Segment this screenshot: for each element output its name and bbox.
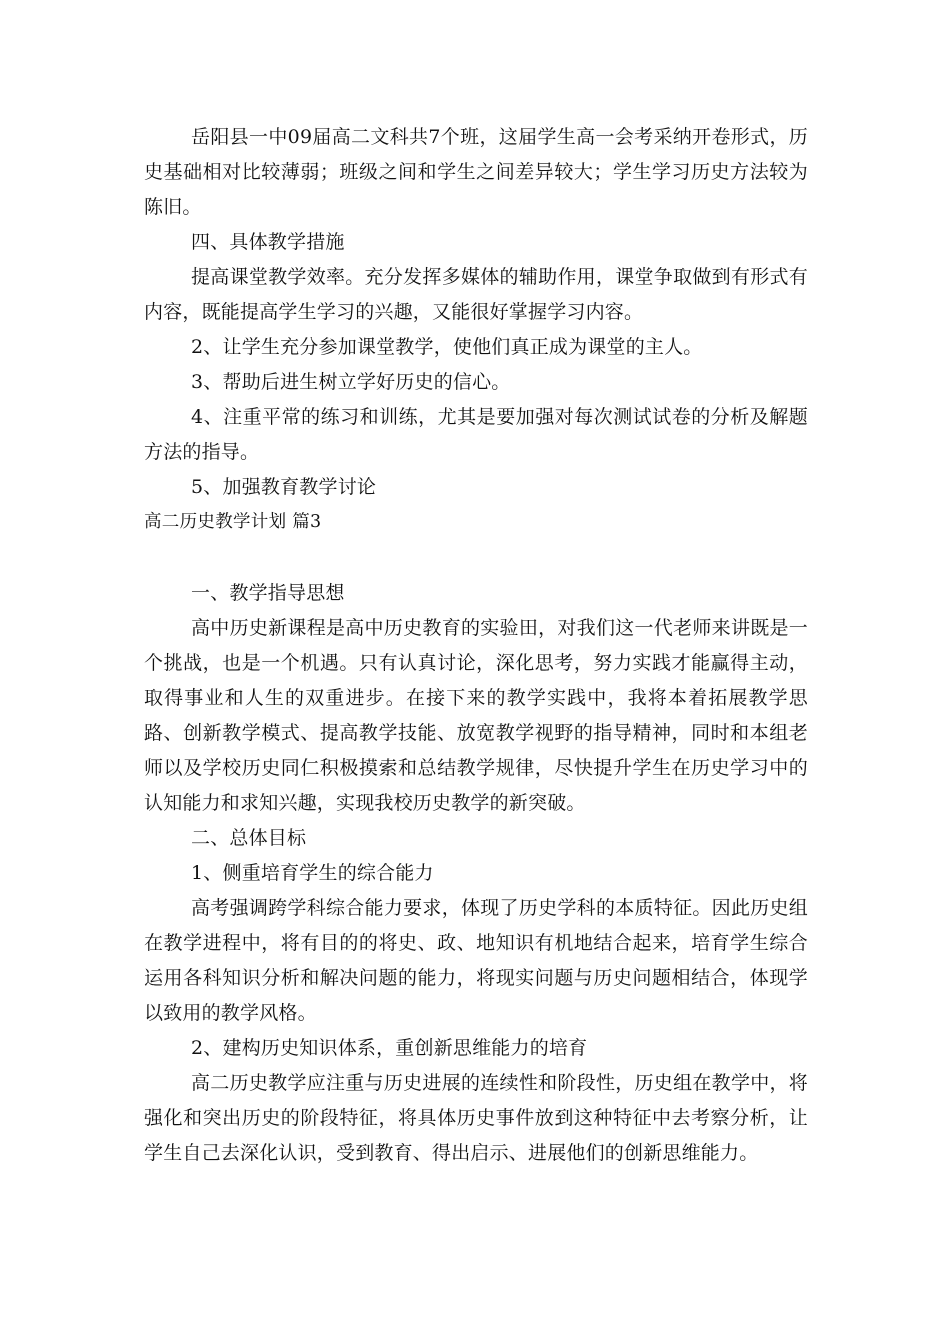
section-heading-overall-goals: 二、总体目标 [191,827,307,849]
measure-item-3: 3、帮助后进生树立学好历史的信心。 [191,371,511,393]
class-situation-paragraph: 岳阳县一中09届高二文科共7个班，这届学生高一会考采纳开卷形式，历史基础相对比较薄弱；班级之间和学生之间差异较大；学生学习历史方法较为陈旧。 [144,126,808,218]
spacer [144,540,808,576]
measure-item-1: 提高课堂教学效率。充分发挥多媒体的辅助作用，课堂争取做到有形式有内容，既能提高学生学习的兴趣，又能很好掌握学习内容。 [144,266,808,323]
measure-item-5: 5、加强教育教学讨论 [191,476,377,498]
measure-item-4: 4、注重平常的练习和训练，尤其是要加强对每次测试试卷的分析及解题方法的指导。 [144,406,808,463]
plan-title-part-3: 高二历史教学计划 篇3 [144,512,322,532]
goal-2-paragraph: 高二历史教学应注重与历史进展的连续性和阶段性，历史组在教学中，将强化和突出历史的阶段特征，将具体历史事件放到这种特征中去考察分析，让学生自己去深化认识，受到教育、得出启示、进展他们的创新思维能力。 [144,1072,808,1164]
goal-1-title: 1、侧重培育学生的综合能力 [191,862,434,884]
measure-item-2: 2、让学生充分参加课堂教学，使他们真正成为课堂的主人。 [191,336,703,358]
goal-1-paragraph: 高考强调跨学科综合能力要求，体现了历史学科的本质特征。因此历史组在教学进程中，将有目的的将史、政、地知识有机地结合起来，培育学生综合运用各科知识分析和解决问题的能力，将现实问题与历史问题相结合，体现学以致用的教学风格。 [144,897,808,1024]
goal-2-title: 2、建构历史知识体系，重创新思维能力的培育 [191,1037,588,1059]
document-body [144,120,808,1171]
section-heading-guiding-ideology: 一、教学指导思想 [191,582,345,604]
section-heading-teaching-measures: 四、具体教学措施 [191,231,345,253]
guiding-ideology-paragraph: 高中历史新课程是高中历史教育的实验田，对我们这一代老师来讲既是一个挑战，也是一个机遇。只有认真讨论，深化思考，努力实践才能赢得主动，取得事业和人生的双重进步。在接下来的教学实践中，我将本着拓展教学思路、创新教学模式、提高教学技能、放宽教学视野的指导精神，同时和本组老师以及学校历史同仁积极摸索和总结教学规律，尽快提升学生在历史学习中的认知能力和求知兴趣，实现我校历史教学的新突破。 [144,617,808,814]
